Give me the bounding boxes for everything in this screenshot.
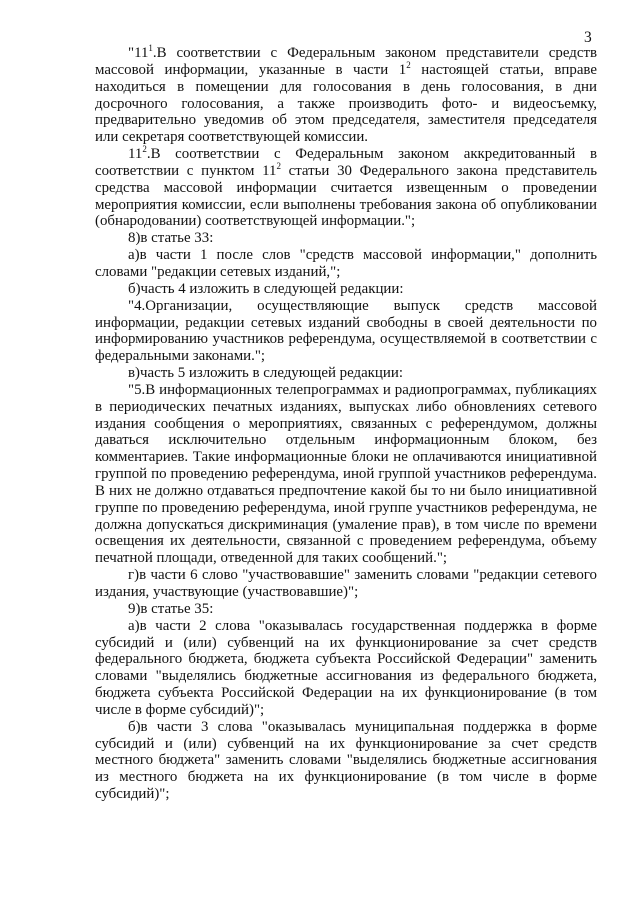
paragraph-part-5: "5.В информационных телепрограммах и радиопрограммах, публикациях в периодических печатных изданиях, выпусках либо обновлениях сетевого издания сообщения о мероприятиях, связанных с референдумом, должны даваться исключительно отдельным информационным блоком, без комментариев. Такие информационные блоки не оплачиваются инициативной группой по проведению референдума, иной группой участников референдума. В них не должно отдаваться предпочтение какой бы то ни было инициативной группе по проведению референдума, иной группе участников референдума, не должна допускаться дискриминация (умаление прав), в том числе по времени освещения их деятельности, связанной с проведением референдума, объему печатной площади, отведенной для таких сообщений."; bbox=[95, 381, 597, 567]
paragraph-11-2: $11^2.В$ соответствии с Федеральным законом аккредитованный в соответствии с пунктом $11^2$ статьи 30 Федерального закона представитель средства массовой информации считается извещенным о проведении мероприятия комиссии, если выполнены требования закона об опубликовании (обнародовании) соответствующей информации."; bbox=[95, 144, 597, 230]
paragraph-item-9b: б)в части 3 слова "оказывалась муниципальная поддержка в форме субсидий и (или) субвенций на их функционирование за счет средств местного бюджета" заменить словами "выделялись бюджетные ассигнования из местного бюджета на их функционирование (в том числе в форме субсидий)"; bbox=[95, 718, 597, 803]
paragraph-item-8v: в)часть 5 изложить в следующей редакции: bbox=[128, 365, 403, 382]
page-number: 3 bbox=[584, 29, 592, 46]
paragraph-item-8a: а)в части 1 после слов "средств массовой информации," дополнить словами "редакции сетевых изданий,"; bbox=[95, 247, 597, 280]
paragraph-11-1: "$11^1.В$ соответствии с Федеральным законом представители средств массовой информации, указанные в части $1^2$ настоящей статьи, вправе находиться в помещении для голосования в день голосования, в дни досрочного голосования, а также производить фото- и видеосъемку, предварительно уведомив об этом председателя, заместителя председателя или секретаря соответствующей комиссии. bbox=[95, 43, 597, 146]
paragraph-item-8: 8)в статье 33: bbox=[128, 230, 214, 247]
document-body bbox=[95, 45, 597, 803]
paragraph-part-4: "4.Организации, осуществляющие выпуск средств массовой информации, редакции сетевых изданий свободны в своей деятельности по информированию участников референдума, осуществляемой в соответствии с федеральными законами."; bbox=[95, 297, 597, 365]
paragraph-item-8g: г)в части 6 слово "участвовавшие" заменить словами "редакции сетевого издания, участвующие (участвовавшие)"; bbox=[95, 567, 597, 600]
paragraph-item-9: 9)в статье 35: bbox=[128, 600, 214, 617]
paragraph-item-8b: б)часть 4 изложить в следующей редакции: bbox=[128, 280, 404, 297]
paragraph-item-9a: а)в части 2 слова "оказывалась государственная поддержка в форме субсидий и (или) субвенций на их функционирование за счет средств федерального бюджета, бюджета субъекта Российской Федерации" заменить словами "выделялись бюджетные ассигнования из федерального бюджета, бюджета субъекта Российской Федерации на их функционирование (в том числе в форме субсидий)"; bbox=[95, 617, 597, 718]
